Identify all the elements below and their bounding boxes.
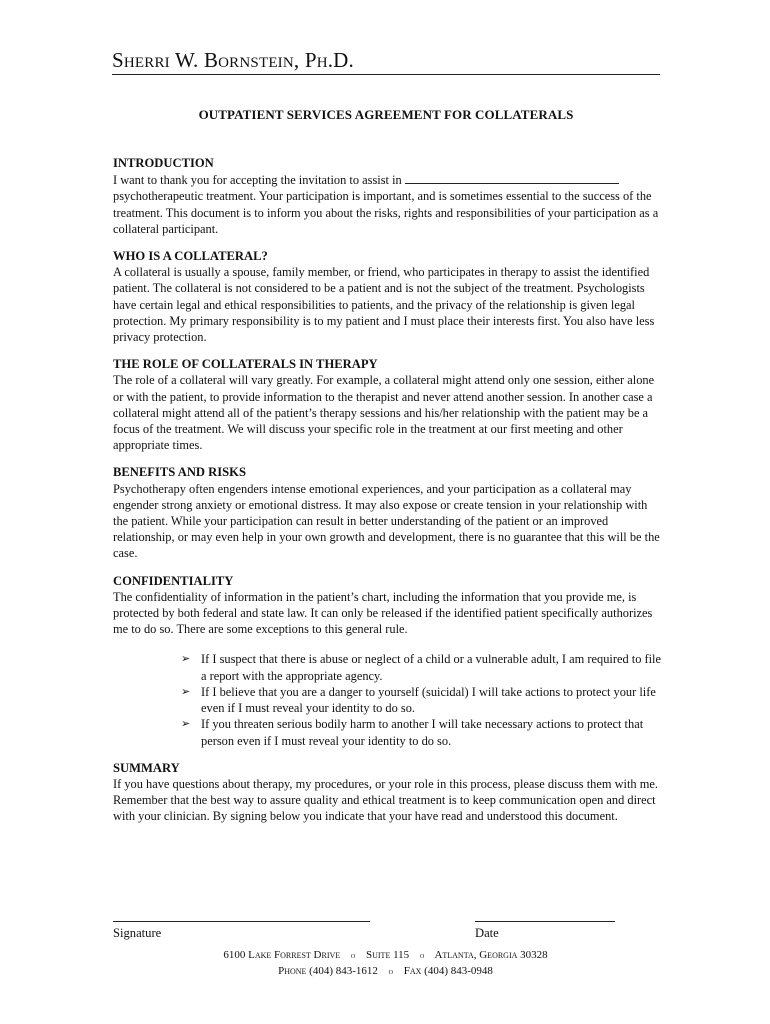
intro-text-start: I want to thank you for accepting the invitation to assist in xyxy=(113,173,402,188)
document-title: OUTPATIENT SERVICES AGREEMENT FOR COLLATERALS xyxy=(198,107,574,122)
author-name: Sherri W. Bornstein, Ph.D. xyxy=(112,48,354,72)
section-heading: SUMMARY xyxy=(113,760,180,775)
patient-name-blank[interactable] xyxy=(405,171,619,184)
section-benefits-risks xyxy=(113,464,665,561)
section-introduction xyxy=(113,155,665,237)
list-item xyxy=(181,684,665,716)
footer-fax: Fax (404) 843-0948 xyxy=(403,965,493,977)
date-line[interactable] xyxy=(475,921,615,922)
list-item-text: If I suspect that there is abuse or neglect of a child or a vulnerable adult, I am required to file a report with the appropriate agency. xyxy=(201,652,661,683)
header-rule xyxy=(112,74,660,75)
signature-label: Signature xyxy=(113,926,162,940)
arrow-bullet-icon: ➢ xyxy=(181,684,191,698)
footer-street: 6100 Lake Forrest Drive xyxy=(223,949,341,961)
section-body: The confidentiality of information in the patient’s chart, including the information that you provide me, is protected by both federal and state law. It can only be released if the identified patient specifically authorizes me to do so. There are some exceptions to this general rule. xyxy=(113,589,653,637)
footer-address xyxy=(113,947,658,979)
document-body xyxy=(113,155,665,836)
section-body: If you have questions about therapy, my procedures, or your role in this process, please discuss them with me. Remember that the best way to assure quality and ethical treatment is to keep communication open and direct with your clinician. By signing below you indicate that your have read and understood this document. xyxy=(113,776,658,824)
footer-suite: Suite 115 xyxy=(366,949,410,961)
date-label: Date xyxy=(475,926,499,940)
section-heading: CONFIDENTIALITY xyxy=(113,573,234,588)
signature-line[interactable] xyxy=(113,921,370,922)
list-item xyxy=(181,716,665,748)
section-heading: THE ROLE OF COLLATERALS IN THERAPY xyxy=(113,357,378,372)
separator-circle-icon: o xyxy=(350,950,356,960)
footer-line-2 xyxy=(113,963,658,979)
section-heading: INTRODUCTION xyxy=(113,156,214,170)
section-heading: WHO IS A COLLATERAL? xyxy=(113,249,268,264)
section-heading: BENEFITS AND RISKS xyxy=(113,465,246,480)
footer-phone: Phone (404) 843-1612 xyxy=(278,965,378,977)
footer-city: Atlanta, Georgia 30328 xyxy=(434,949,548,961)
intro-text-rest: psychotherapeutic treatment. Your participation is important, and is sometimes essential to the success of the treatment. This document is to inform you about the risks, rights and responsibilities of your participation as a collateral participant. xyxy=(113,189,659,236)
arrow-bullet-icon: ➢ xyxy=(181,717,191,731)
list-item xyxy=(181,651,665,683)
section-body: The role of a collateral will vary greatly. For example, a collateral might attend only one session, either alone or with the patient, to provide information to the therapist and never attend another session. In another case a collateral might attend all of the patient’s therapy sessions and his/her relationship with the patient may be a focus of the treatment. We will discuss your specific role in the treatment at our first meeting and other appropriate times. xyxy=(113,373,655,453)
section-confidentiality xyxy=(113,573,665,749)
list-item-text: If you threaten serious bodily harm to another I will take necessary actions to protect that person even if I must reveal your identity to do so. xyxy=(201,717,644,748)
separator-circle-icon: o xyxy=(388,966,393,976)
arrow-bullet-icon: ➢ xyxy=(181,652,191,666)
section-body: A collateral is usually a spouse, family member, or friend, who participates in therapy to assist the identified patient. The collateral is not considered to be a patient and is not the subject of the treatment. Psychologists have certain legal and ethical responsibilities to patients, and the privacy of the relationship is given legal protection. My primary responsibility is to my patient and I must place their interests first. You also have less privacy protection. xyxy=(113,265,655,345)
section-body xyxy=(113,171,665,237)
section-summary xyxy=(113,760,665,825)
list-item-text: If I believe that you are a danger to yourself (suicidal) I will take actions to protect your life even if I must reveal your identity to do so. xyxy=(201,684,656,716)
separator-circle-icon: o xyxy=(419,950,425,960)
exceptions-list xyxy=(113,651,665,748)
section-role xyxy=(113,356,665,453)
section-body: Psychotherapy often engenders intense emotional experiences, and your participation as a collateral may engender strong anxiety or emotional distress. It may also expose or create tension in your relationship with the patient. While your participation can result in better understanding of the patient or an improved relationship, or may even help in your own growth and development, there is no guarantee that this will be the case. xyxy=(113,481,660,561)
footer-line-1 xyxy=(113,947,658,963)
section-collateral xyxy=(113,248,665,345)
